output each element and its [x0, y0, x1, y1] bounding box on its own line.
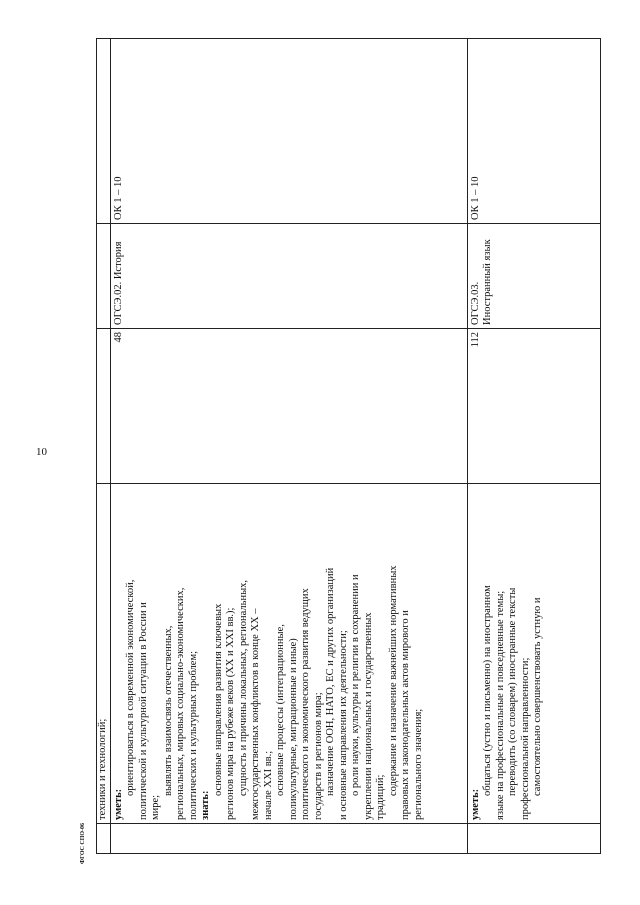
- index-cell: [97, 824, 111, 854]
- discipline-cell: [467, 224, 600, 329]
- discipline-name: Иностранный язык: [482, 239, 493, 325]
- description-line: содержание и назначение важнейших нормативных: [387, 565, 399, 796]
- discipline-name: ОГСЭ.03.: [469, 281, 481, 325]
- description-line: регионального значения;: [412, 708, 424, 820]
- description-line: поликультурные, миграционные и иные): [287, 638, 299, 820]
- competence-cell: ОК 1 – 10: [467, 39, 600, 224]
- index-cell: [110, 824, 467, 854]
- rotated-table-container: [96, 44, 588, 854]
- description-line: выявлять взаимосвязь отечественных,: [162, 625, 174, 796]
- description-cell: [97, 484, 111, 824]
- description-line: политических и культурных проблем;: [187, 650, 199, 820]
- description-line: сущность и причины локальных, региональных,: [237, 579, 249, 796]
- discipline-name: ОГСЭ.02. История: [112, 241, 124, 325]
- description-line: укреплении национальных и государственных: [362, 612, 374, 820]
- description-line: назначение ООН, НАТО, ЕС и других организаций: [325, 567, 336, 796]
- description-line: традиций;: [375, 774, 386, 820]
- footer-label: ФГОС СПО-06: [80, 822, 86, 864]
- description-line: политического и экономического развития ведущих: [300, 588, 311, 820]
- hours-cell: [97, 329, 111, 484]
- discipline-cell: [110, 224, 467, 329]
- table-row: [110, 39, 467, 854]
- table-row: [97, 39, 111, 854]
- description-line: регионов мира на рубеже веков (XX и XXI вв.);: [225, 607, 236, 820]
- description-line: основные направления развития ключевых: [212, 603, 224, 796]
- table-row: [467, 39, 600, 854]
- hours-cell: 48: [110, 329, 467, 484]
- table-body: [97, 39, 601, 854]
- description-line: основные процессы (интеграционные,: [275, 624, 286, 796]
- description-line: политической и культурной ситуации в России и: [137, 602, 149, 820]
- description-line: региональных, мировых социально-экономических,: [175, 587, 186, 820]
- description-cell: [110, 484, 467, 824]
- competence-cell: ОК 1 – 10: [110, 39, 467, 224]
- hours-cell: 112: [467, 329, 600, 484]
- description-line: переводить (со словарем) иностранные тексты: [507, 587, 518, 796]
- description-line: общаться (устно и письменно) на иностранном: [482, 585, 493, 796]
- description-line: о роли науки, культуры и религии в сохранении и: [350, 574, 361, 796]
- description-line: государств и регионов мира;: [312, 692, 324, 820]
- description-line: знать:: [200, 790, 211, 820]
- description-line: профессиональной направленности;: [519, 657, 531, 820]
- description-cell: [467, 484, 600, 824]
- description-line: самостоятельно совершенствовать устную и: [532, 597, 543, 796]
- description-line: межгосударственных конфликтов в конце XX –: [250, 608, 261, 820]
- description-line: начале XXI вв.;: [262, 750, 274, 820]
- description-line: правовых и законодательных актов мирового и: [400, 610, 411, 820]
- competence-cell: [97, 39, 111, 224]
- discipline-cell: [97, 224, 111, 329]
- description-line: техники и технологий;: [97, 718, 108, 820]
- description-line: и основные направления их деятельности;: [337, 630, 349, 820]
- description-line: мире;: [150, 794, 161, 820]
- description-line: ориентироваться в современной экономической,: [125, 579, 136, 796]
- page-number: 10: [36, 446, 47, 458]
- index-cell: [467, 824, 600, 854]
- description-line: уметь:: [112, 788, 124, 820]
- description-line: уметь:: [469, 788, 481, 820]
- discipline-table: [96, 38, 601, 854]
- description-line: языке на профессиональные и повседневные темы;: [494, 590, 506, 820]
